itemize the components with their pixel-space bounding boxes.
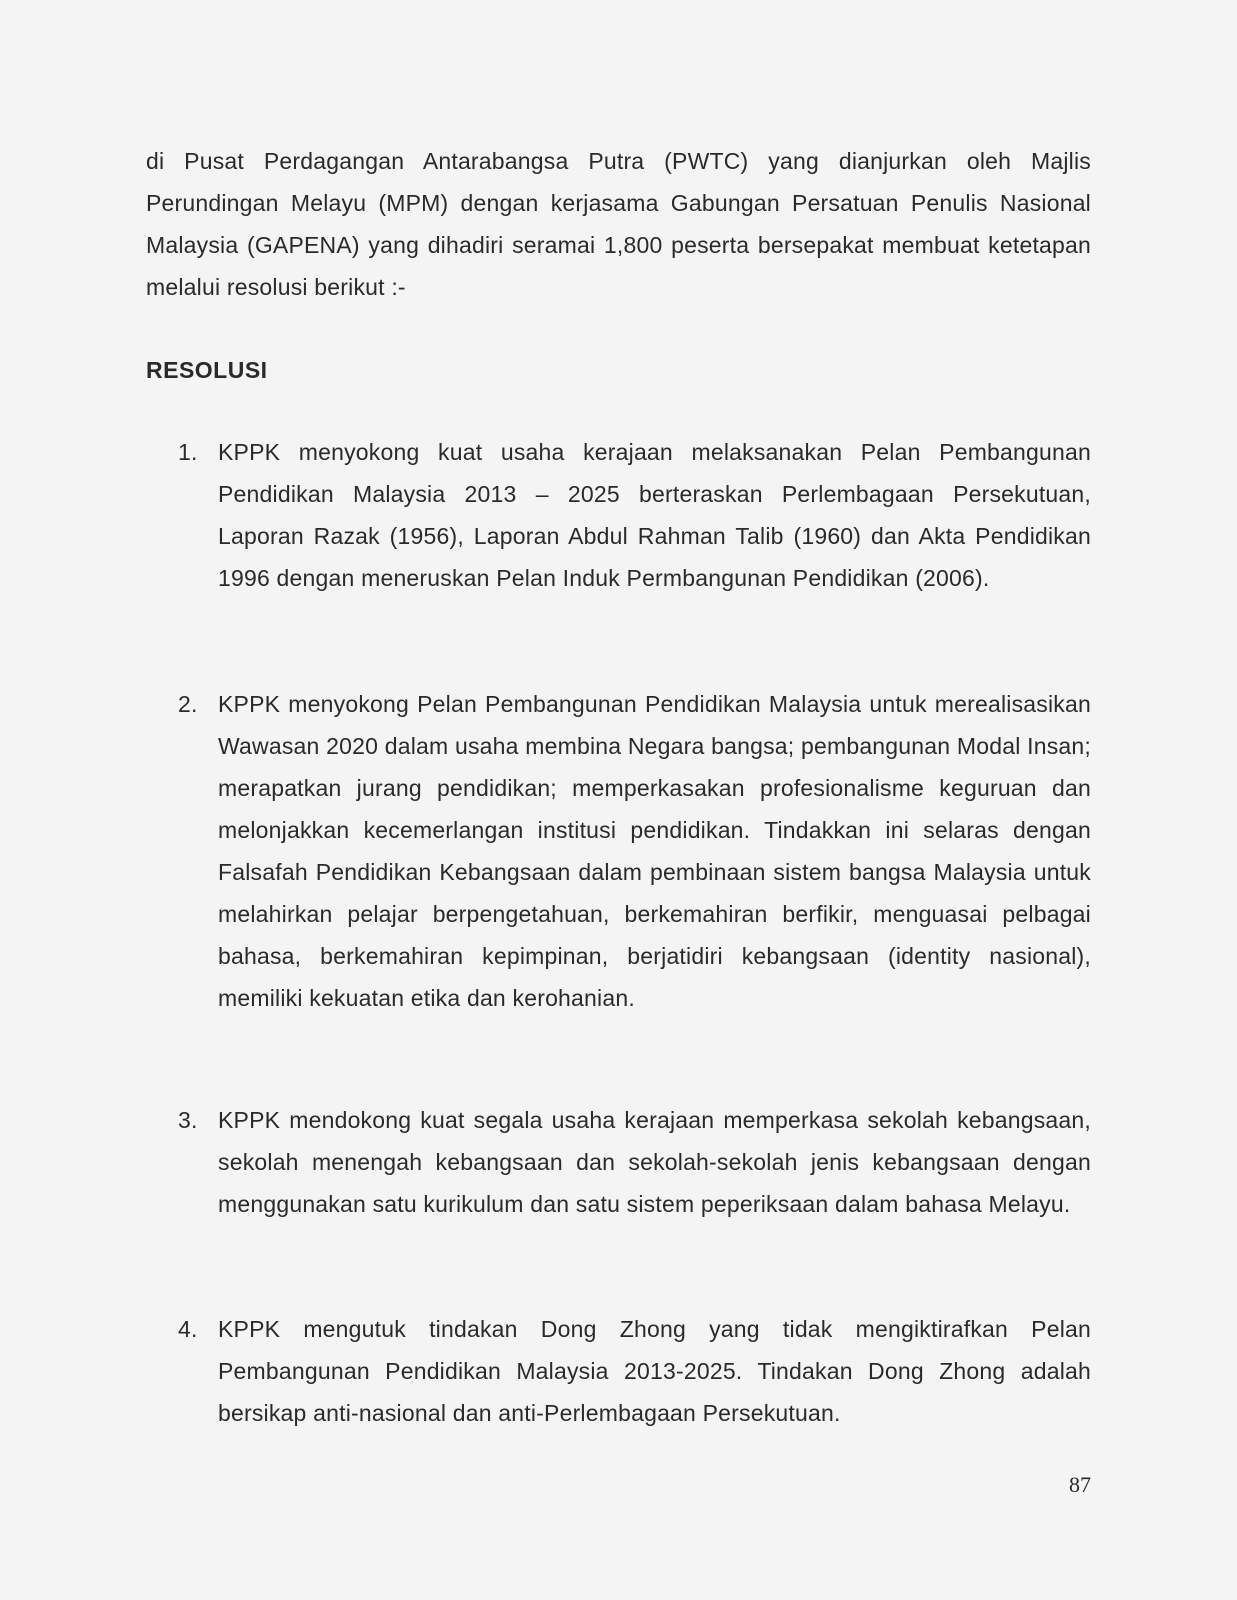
intro-paragraph: di Pusat Perdagangan Antarabangsa Putra (PWTC) yang dianjurkan oleh Majlis Perundingan Melayu (MPM) dengan kerjasama Gabungan Persatuan Penulis Nasional Malaysia (GAPENA) yang dihadiri seramai 1,800 peserta bersepakat membuat ketetapan melalui resolusi berikut :- xyxy=(146,148,1091,300)
resolution-item-4 xyxy=(178,1308,1091,1434)
item-text: KPPK mengutuk tindakan Dong Zhong yang tidak mengiktirafkan Pelan Pembangunan Pendidikan Malaysia 2013-2025. Tindakan Dong Zhong adalah bersikap anti-nasional dan anti-Perlembagaan Persekutuan. xyxy=(218,1316,1091,1426)
page-number: 87 xyxy=(1069,1472,1091,1497)
resolution-item-1 xyxy=(178,431,1091,599)
item-number: 4. xyxy=(178,1316,198,1342)
item-text: KPPK menyokong kuat usaha kerajaan melaksanakan Pelan Pembangunan Pendidikan Malaysia 2013 – 2025 berteraskan Perlembagaan Persekutuan, Laporan Razak (1956), Laporan Abdul Rahman Talib (1960) dan Akta Pendidikan 1996 dengan meneruskan Pelan Induk Permbangunan Pendidikan (2006). xyxy=(218,439,1091,591)
item-text: KPPK menyokong Pelan Pembangunan Pendidikan Malaysia untuk merealisasikan Wawasan 2020 dalam usaha membina Negara bangsa; pembangunan Modal Insan; merapatkan jurang pendidikan; memperkasakan profesionalisme keguruan dan melonjakkan kecemerlangan institusi pendidikan. Tindakkan ini selaras dengan Falsafah Pendidikan Kebangsaan dalam pembinaan sistem bangsa Malaysia untuk melahirkan pelajar berpengetahuan, berkemahiran berfikir, menguasai pelbagai bahasa, berkemahiran kepimpinan, berjatidiri kebangsaan (identity nasional), memiliki kekuatan etika dan kerohanian. xyxy=(218,691,1091,1011)
item-number: 1. xyxy=(178,439,198,465)
item-number: 2. xyxy=(178,691,198,717)
item-text: KPPK mendokong kuat segala usaha kerajaan memperkasa sekolah kebangsaan, sekolah menengah kebangsaan dan sekolah-sekolah jenis kebangsaan dengan menggunakan satu kurikulum dan satu sistem peperiksaan dalam bahasa Melayu. xyxy=(218,1107,1091,1217)
item-number: 3. xyxy=(178,1107,198,1133)
resolution-item-2 xyxy=(178,683,1091,1019)
resolution-item-3 xyxy=(178,1099,1091,1225)
section-heading: RESOLUSI xyxy=(146,357,268,383)
